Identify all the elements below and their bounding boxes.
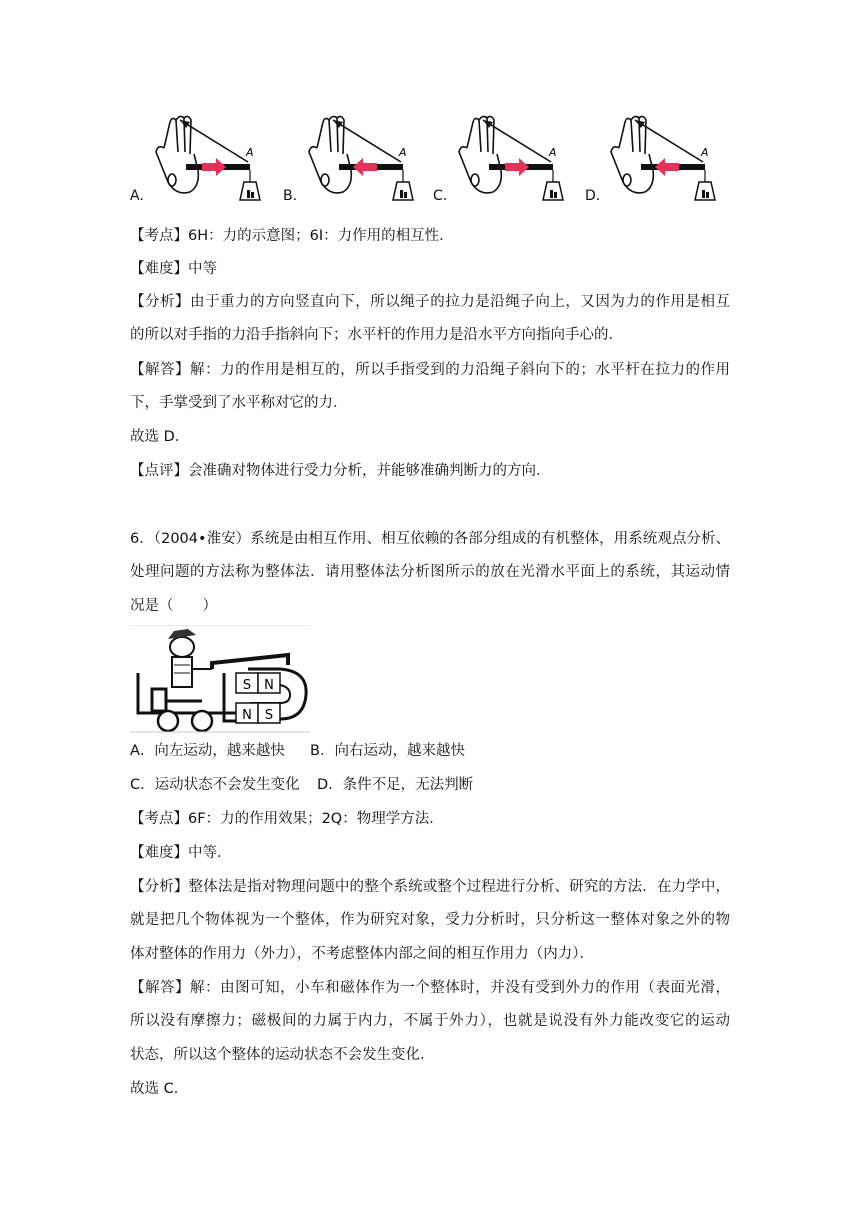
q6-option-d: D．条件不足，无法判断 [317, 777, 474, 793]
q5-option-label: A. [130, 188, 144, 204]
force-arrow [353, 158, 377, 176]
q5-option-label: C. [433, 188, 448, 204]
point-a-label: A [701, 146, 709, 159]
q6-jieda-line-3: 状态，所以这个整体的运动状态不会发生变化． [130, 1047, 435, 1063]
q6-stem-line-1: 6．（2004•淮安）系统是由相互作用、相互依赖的各部分组成的有机整体，用系统观点分析、 [130, 531, 730, 547]
point-a-label: A [399, 146, 407, 159]
q6-stem-line-2: 处理问题的方法称为整体法．请用整体法分析图所示的放在光滑水平面上的系统，其运动情 [130, 564, 730, 580]
q5-answer: 故选 D． [130, 429, 190, 445]
q6-figure-cart-magnets [130, 625, 310, 733]
q5-option-figure [150, 112, 268, 204]
q6-fenxi-line-1: 【分析】整体法是指对物理问题中的整个系统或整个过程进行分析、研究的方法．在力学中， [130, 879, 730, 895]
q6-nandu: 【难度】中等． [130, 845, 232, 861]
q5-option-label: D. [585, 188, 601, 204]
q5-option-label: B. [283, 188, 298, 204]
q5-option-figure [303, 112, 421, 204]
q6-fenxi-line-2: 就是把几个物体视为一个整体，作为研究对象，受力分析时，只分析这一整体对象之外的物 [130, 912, 730, 928]
force-arrow [202, 158, 226, 176]
q6-option-b: B．向右运动，越来越快 [310, 743, 465, 759]
force-arrow [505, 158, 529, 176]
q5-option-figure [605, 112, 723, 204]
q5-nandu: 【难度】中等 [130, 261, 217, 277]
force-arrow [655, 158, 679, 176]
q6-jieda-line-2: 所以没有摩擦力；磁极间的力属于内力，不属于外力），也就是说没有外力能改变它的运动 [130, 1013, 730, 1029]
q5-fenxi-line-1: 【分析】由于重力的方向竖直向下，所以绳子的拉力是沿绳子向上，又因为力的作用是相互 [130, 294, 730, 310]
q5-option-figure [453, 112, 571, 204]
q5-dianping: 【点评】会准确对物体进行受力分析，并能够准确判断力的方向． [130, 463, 551, 479]
q5-fenxi-line-2: 的所以对手指的力沿手指斜向下；水平杆的作用力是沿水平方向指向手心的． [130, 327, 623, 343]
point-a-label: A [246, 146, 254, 159]
q6-fenxi-line-3: 体对整体的作用力（外力），不考虑整体内部之间的相互作用力（内力）． [130, 946, 594, 962]
point-a-label: A [549, 146, 557, 159]
magnet-label-bottom-right: S [264, 708, 274, 723]
q6-stem-line-3: 况是（ ） [130, 598, 217, 614]
q6-option-c: C．运动状态不会发生变化 [130, 777, 300, 793]
q6-option-a: A．向左运动，越来越快 [130, 743, 285, 759]
q5-jieda-line-1: 【解答】解：力的作用是相互的，所以手指受到的力沿绳子斜向下的；水平杆在拉力的作用 [130, 362, 730, 378]
q6-jieda-line-1: 【解答】解：由图可知，小车和磁体作为一个整体时，并没有受到外力的作用（表面光滑， [130, 980, 730, 996]
q6-answer: 故选 C． [130, 1081, 189, 1097]
q6-kaodian: 【考点】6F：力的作用效果；2Q：物理学方法． [130, 811, 444, 827]
q5-jieda-line-2: 下，手掌受到了水平称对它的力． [130, 395, 348, 411]
magnet-label-bottom-left: N [242, 708, 252, 723]
magnet-label-top-right: N [264, 678, 274, 693]
q5-kaodian: 【考点】6H：力的示意图；6I：力作用的相互性． [130, 228, 454, 244]
magnet-label-top-left: S [242, 678, 252, 693]
